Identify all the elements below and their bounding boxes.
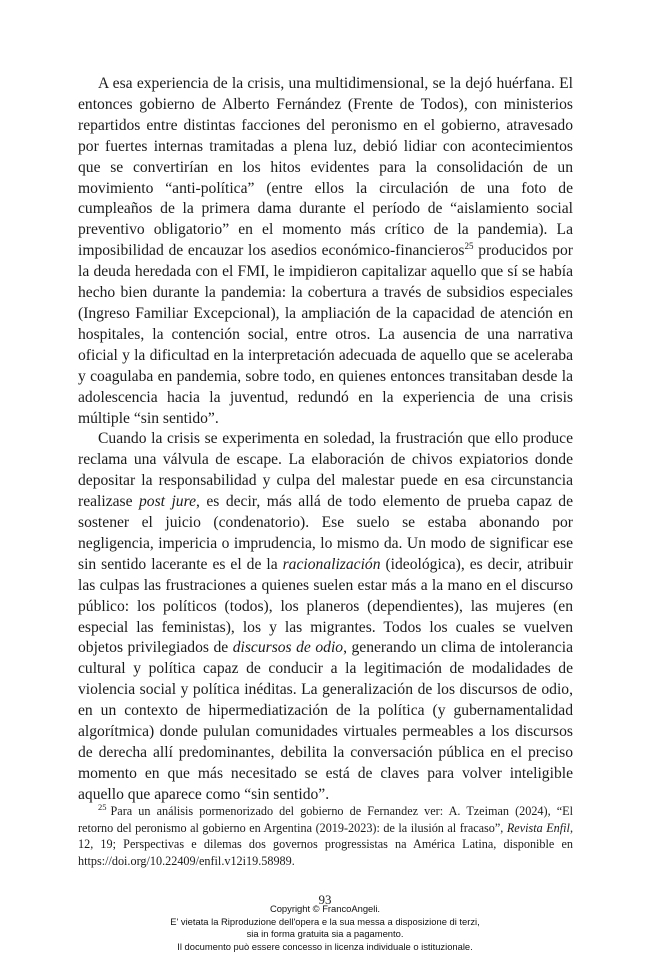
copyright-notice — [0, 903, 650, 953]
italic-term: racionalización — [282, 555, 381, 573]
footnote-text: Para un análisis pormenorizado del gobierno de Fernandez ver: A. Tzeiman (2024), “El retorno del peronismo al gobierno en Argentina (2019-2023): de la ilusión al fracaso”, Revista Enfil, 12, 19; Perspectivas e dilemas dos governos progressistas na América Latina, disponible en https://doi.org/10.22409/enfil.v12i19.58989. — [78, 804, 573, 868]
footnote-25 — [78, 803, 573, 869]
copyright-line-3: sia in forma gratuita sia a pagamento. — [246, 928, 404, 939]
paragraph-2: Cuando la crisis se experimenta en soledad, la frustración que ello produce reclama una válvula de escape. La elaboración de chivos expiatorios donde depositar la responsabilidad y culpa del malestar puede en esa circunstancia realizase post jure, es decir, más allá de todo elemento de prueba capaz de sostener el juicio (condenatorio). Ese suelo se estaba abonando por negligencia, impericia o imprudencia, lo mismo da. Un modo de significar ese sin sentido lacerante es el de la racionalización (ideológica), es decir, atribuir las culpas las frustraciones a quienes suelen estar más a la mano en el discurso público: los políticos (todos), los planeros (dependientes), las mujeres (en especial las feministas), los y las migrantes. Todos los cuales se vuelven objetos privilegiados de discursos de odio, generando un clima de intolerancia cultural y política capaz de conducir a la legitimación de modalidades de violencia social y política inéditas. La generalización de los discursos de odio, en un contexto de hipermediatización de la política (y gubernamentalidad algorítmica) donde pululan comunidades virtuales permeables a los discursos de derecha allí predominantes, debilita la conversación pública en el preciso momento en que más necesitado se está de claves para volver inteligible aquello que aparece como “sin sentido”. — [78, 430, 573, 803]
italic-term: post jure — [139, 493, 196, 511]
copyright-line-1: Copyright © FrancoAngeli. — [269, 903, 381, 914]
italic-term: discursos de odio — [232, 639, 344, 657]
page-number: 93 — [318, 892, 332, 907]
italic-term: Revista Enfil — [506, 820, 570, 835]
copyright-line-2: E' vietata la Riproduzione dell'opera e la sua messa a disposizione di terzi, — [170, 915, 480, 927]
footnote-ref: 25 — [464, 241, 474, 252]
footnote-number: 25 — [98, 801, 107, 812]
page-body — [78, 74, 573, 806]
body-text — [78, 74, 573, 806]
paragraph-1: A esa experiencia de la crisis, una multidimensional, se la dejó huérfana. El entonces gobierno de Alberto Fernández (Frente de Todos), con ministerios repartidos entre distintas facciones del peronismo en el gobierno, atravesado por fuertes internas tramitadas a plena luz, debió lidiar con acontecimientos que se convertirían en los hitos evidentes para la consolidación de un movimiento “anti-política” (entre ellos la circulación de una foto de cumpleaños de la primera dama durante el período de “aislamiento social preventivo obligatorio” en el momento más crítico de la pandemia). La imposibilidad de encauzar los asedios económico-financieros$^{25}$ producidos por la deuda heredada con el FMI, le impidieron capitalizar aquello que sí se había hecho bien durante la pandemia: la cobertura a través de subsidios especiales (Ingreso Familiar Excepcional), la ampliación de la capacidad de atención en hospitales, la contención social, entre otros. La ausencia de una narrativa oficial y la dificultad en la interpretación adecuada de aquello que se aceleraba y coagulaba en pandemia, sobre todo, en quienes entonces transitaban desde la adolescencia hacia la juventud, redundó en la experiencia de una crisis múltiple “sin sentido”. — [78, 75, 573, 427]
copyright-line-4: Il documento può essere concesso in licenza individuale o istituzionale. — [177, 940, 473, 952]
